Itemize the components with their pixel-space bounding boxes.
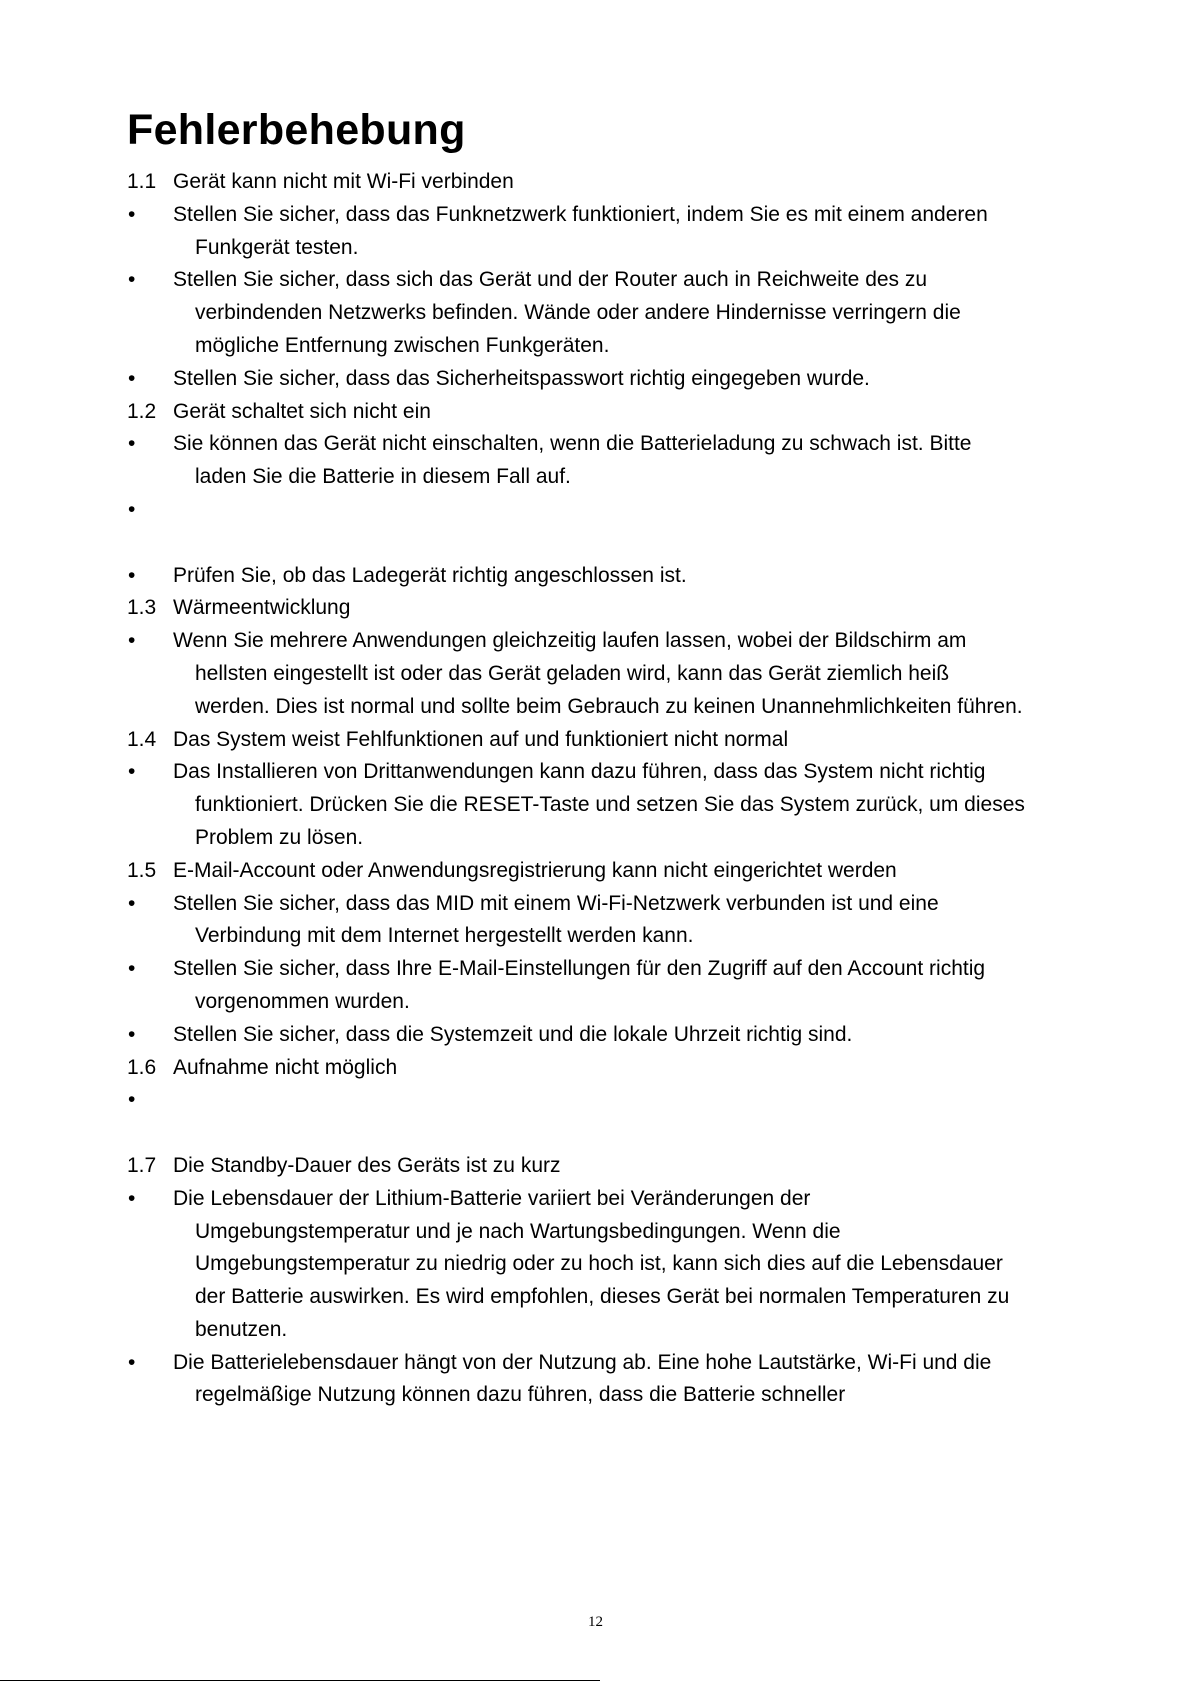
bullet-text: Stellen Sie sicher, dass Ihre E-Mail-Einstellungen für den Zugriff auf den Account richtig vorgenommen wurden. [173, 957, 986, 1013]
bullet-item [127, 1347, 1027, 1413]
section-number: 1.1 [127, 170, 157, 193]
section-title: Aufnahme nicht möglich [173, 1055, 398, 1079]
section-title: Gerät kann nicht mit Wi-Fi verbinden [173, 170, 514, 193]
section-heading-1-2 [127, 396, 1027, 429]
section-heading-1-7 [127, 1150, 1027, 1183]
bullet-item [127, 625, 1027, 723]
bullet-icon: • [128, 1186, 136, 1210]
bullet-icon: • [128, 563, 136, 587]
section-title: E-Mail-Account oder Anwendungsregistrierung kann nicht eingerichtet werden [173, 858, 897, 882]
bullet-text: Die Batterielebensdauer hängt von der Nutzung ab. Eine hohe Lautstärke, Wi-Fi und die regelmäßige Nutzung können dazu führen, dass die Batterie schneller [173, 1350, 992, 1407]
bullet-icon: • [128, 432, 136, 456]
bullet-icon: • [128, 202, 136, 226]
section-number: 1.2 [127, 399, 157, 423]
bullet-icon: • [128, 1088, 136, 1112]
bullet-text: Sie können das Gerät nicht einschalten, wenn die Batterieladung zu schwach ist. Bitte laden Sie die Batterie in diesem Fall auf. [173, 432, 972, 489]
bullet-icon: • [128, 760, 136, 784]
section-number: 1.5 [127, 858, 157, 882]
bullet-text: Die Lebensdauer der Lithium-Batterie variiert bei Veränderungen der Umgebungstemperatur und je nach Wartungsbedingungen. Wenn die Umgebungstemperatur zu niedrig oder zu hoch ist, kann sich dies auf die Lebensdauer der Batterie auswirken. Es wird empfohlen, dieses Gerät bei normalen Temperaturen zu benutzen. [173, 1186, 1010, 1341]
bullet-icon: • [128, 957, 136, 981]
page-number: 12 [588, 1614, 603, 1630]
bullet-text: Stellen Sie sicher, dass sich das Gerät und der Router auch in Reichweite des zu verbindenden Netzwerks befinden. Wände oder andere Hindernisse verringern die mögliche Entfernung zwischen Funkgeräten. [173, 268, 961, 357]
bullet-icon: • [128, 366, 136, 390]
bullet-item [127, 428, 1027, 494]
bullet-icon: • [128, 891, 136, 915]
bullet-text: Stellen Sie sicher, dass das Sicherheitspasswort richtig eingegeben wurde. [173, 366, 870, 390]
section-heading-1-5 [127, 855, 1027, 888]
bullet-item [127, 1019, 1027, 1052]
section-title: Gerät schaltet sich nicht ein [173, 399, 431, 423]
section-heading-1-3 [127, 592, 1027, 625]
page-title: Fehlerbehebung [127, 106, 466, 154]
bullet-text: Prüfen Sie, ob das Ladegerät richtig angeschlossen ist. [173, 563, 687, 587]
troubleshooting-content [127, 166, 1027, 1412]
bullet-text: Stellen Sie sicher, dass das Funknetzwerk funktioniert, indem Sie es mit einem anderen Funkgerät testen. [173, 202, 988, 259]
section-number: 1.7 [127, 1153, 157, 1177]
bullet-text: Das Installieren von Drittanwendungen kann dazu führen, dass das System nicht richtig funktioniert. Drücken Sie die RESET-Taste und setzen Sie das System zurück, um dieses Problem zu lösen. [173, 760, 1025, 849]
bullet-item [127, 264, 1027, 362]
bullet-icon: • [128, 497, 136, 521]
section-number: 1.3 [127, 596, 157, 620]
section-title: Das System weist Fehlfunktionen auf und funktioniert nicht normal [173, 727, 789, 751]
bullet-text [173, 494, 1027, 560]
section-title: Wärmeentwicklung [173, 596, 351, 620]
section-heading-1-4 [127, 724, 1027, 757]
bullet-item [127, 199, 1027, 265]
bullet-item [127, 1183, 1027, 1347]
bullet-item [127, 888, 1027, 954]
bullet-icon: • [128, 268, 136, 292]
bullet-item [127, 363, 1027, 396]
section-title: Die Standby-Dauer des Geräts ist zu kurz [173, 1153, 561, 1177]
bullet-item [127, 494, 1027, 560]
bullet-icon: • [128, 629, 136, 653]
bullet-text: Wenn Sie mehrere Anwendungen gleichzeitig laufen lassen, wobei der Bildschirm am hellsten eingestellt ist oder das Gerät geladen wird, kann das Gerät ziemlich heiß werden. Dies ist normal und sollte beim Gebrauch zu keinen Unannehmlichkeiten führen. [173, 629, 1023, 718]
bullet-item [127, 560, 1027, 593]
bullet-item [127, 756, 1027, 854]
bullet-text [173, 1084, 1027, 1150]
bullet-item [127, 1084, 1027, 1150]
section-heading-1-6 [127, 1052, 1027, 1085]
footer-rule [0, 1680, 600, 1681]
section-number: 1.6 [127, 1055, 157, 1079]
section-heading-1-1 [127, 166, 1027, 199]
bullet-item [127, 953, 1027, 1019]
bullet-icon: • [128, 1350, 136, 1374]
bullet-icon: • [128, 1022, 136, 1046]
section-number: 1.4 [127, 727, 157, 751]
bullet-text: Stellen Sie sicher, dass die Systemzeit und die lokale Uhrzeit richtig sind. [173, 1022, 853, 1046]
bullet-text: Stellen Sie sicher, dass das MID mit einem Wi-Fi-Netzwerk verbunden ist und eine Verbindung mit dem Internet hergestellt werden kann. [173, 891, 939, 948]
